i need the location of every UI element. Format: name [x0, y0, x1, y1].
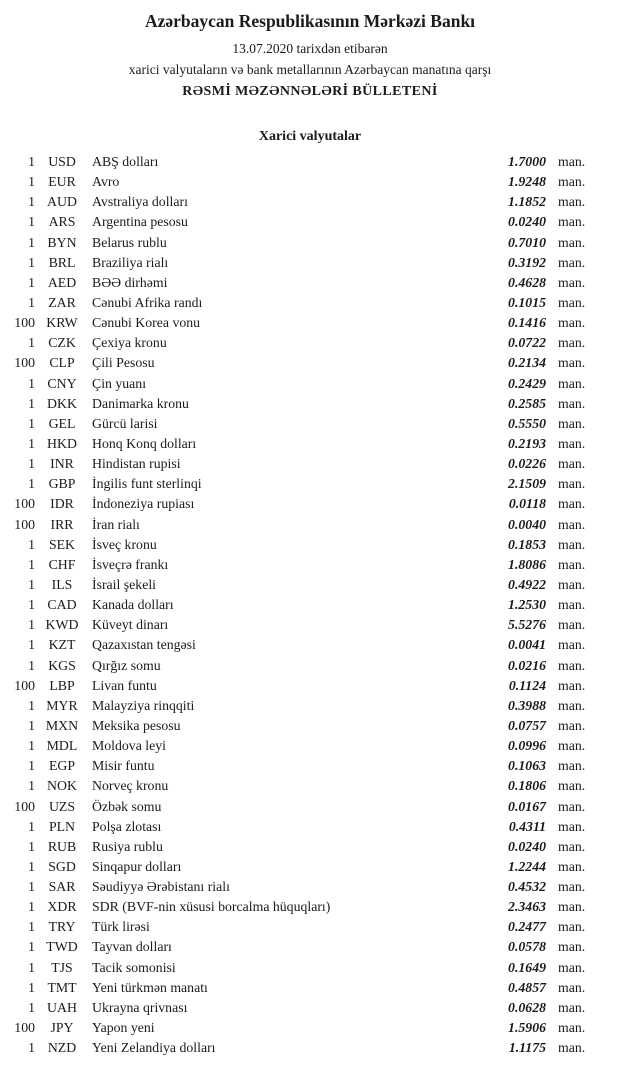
currency-unit: man. — [558, 214, 586, 230]
currency-unit: man. — [558, 697, 586, 713]
currency-unit: man. — [558, 395, 586, 411]
currency-row — [4, 597, 596, 617]
currency-code: SEK — [48, 536, 76, 552]
currency-rate: 0.1124 — [508, 677, 546, 693]
currency-name: İsrail şekeli — [92, 576, 156, 592]
currency-unit: man. — [558, 657, 586, 673]
currency-unit: man. — [558, 294, 586, 310]
currency-rate: 5.5276 — [508, 617, 546, 633]
currency-name: Yeni türkmən manatı — [92, 979, 208, 995]
currency-row — [4, 275, 596, 295]
currency-code: EGP — [48, 758, 76, 774]
currency-name: Avro — [92, 174, 120, 190]
currency-rate: 1.7000 — [508, 154, 546, 169]
currency-unit: man. — [558, 597, 586, 613]
currency-name: Honq Konq dolları — [92, 435, 197, 451]
currency-unit: man. — [558, 496, 586, 512]
currency-code: GBP — [48, 476, 76, 492]
currency-code: XDR — [47, 899, 77, 915]
currency-code: ARS — [48, 214, 76, 230]
currency-rate: 0.7010 — [508, 234, 546, 250]
currency-quantity: 1 — [28, 375, 35, 391]
currency-row — [4, 960, 596, 980]
currency-rate: 0.0578 — [508, 939, 546, 955]
currency-unit: man. — [558, 556, 586, 572]
currency-code: AUD — [47, 194, 77, 210]
currency-quantity: 1 — [28, 335, 35, 351]
currency-unit: man. — [558, 174, 586, 190]
currency-quantity: 1 — [28, 415, 35, 431]
currency-unit: man. — [558, 899, 586, 915]
currency-quantity: 1 — [28, 456, 35, 472]
currency-quantity: 1 — [28, 395, 35, 411]
currency-rate: 0.0216 — [508, 657, 546, 673]
currency-name: Danimarka kronu — [92, 395, 189, 411]
currency-rate: 0.4857 — [508, 979, 546, 995]
currency-code: MYR — [46, 697, 78, 713]
currency-rate: 0.0040 — [508, 516, 546, 532]
currency-code: MXN — [45, 717, 79, 733]
currency-name: Küveyt dinarı — [92, 617, 169, 633]
currency-row — [4, 839, 596, 859]
currency-code: UAH — [47, 999, 77, 1015]
currency-rate: 0.1063 — [508, 758, 546, 774]
currency-code: HKD — [47, 435, 77, 451]
currency-code: CHF — [48, 556, 76, 572]
currency-unit: man. — [558, 919, 586, 935]
currency-unit: man. — [558, 798, 586, 814]
currency-unit: man. — [558, 1020, 586, 1036]
currency-rate: 1.9248 — [508, 174, 546, 190]
currency-code: ZAR — [48, 294, 76, 310]
currency-name: Səudiyyə Ərəbistanı rialı — [92, 879, 230, 895]
currency-name: İsveç kronu — [92, 536, 157, 552]
currency-code: KGS — [48, 657, 76, 673]
currency-name: Moldova leyi — [92, 738, 166, 754]
currency-table — [0, 154, 620, 1060]
currency-unit: man. — [558, 234, 586, 250]
currency-name: BƏƏ dirhəmi — [92, 274, 168, 290]
currency-quantity: 1 — [28, 858, 35, 874]
currency-row — [4, 235, 596, 255]
currency-unit: man. — [558, 999, 586, 1015]
currency-rate: 0.0226 — [508, 456, 546, 472]
currency-row — [4, 617, 596, 637]
currency-quantity: 1 — [28, 154, 35, 169]
currency-row — [4, 637, 596, 657]
currency-code: GEL — [48, 415, 76, 431]
currency-name: Tayvan dolları — [92, 939, 172, 955]
currency-name: Çili Pesosu — [92, 355, 155, 371]
currency-name: Cənubi Afrika randı — [92, 294, 203, 310]
currency-quantity: 1 — [28, 738, 35, 754]
currency-row — [4, 355, 596, 375]
currency-rate: 0.1649 — [508, 959, 546, 975]
currency-row — [4, 496, 596, 516]
currency-unit: man. — [558, 717, 586, 733]
currency-rate: 0.1015 — [508, 294, 546, 310]
currency-rate: 0.2585 — [508, 395, 546, 411]
currency-row — [4, 517, 596, 537]
currency-row — [4, 214, 596, 234]
currency-quantity: 1 — [28, 576, 35, 592]
currency-unit: man. — [558, 778, 586, 794]
currency-unit: man. — [558, 194, 586, 210]
currency-quantity: 1 — [28, 254, 35, 270]
currency-unit: man. — [558, 435, 586, 451]
currency-rate: 2.3463 — [508, 899, 546, 915]
currency-rate: 0.0118 — [508, 496, 546, 512]
currency-name: İran rialı — [92, 516, 140, 532]
currency-quantity: 1 — [28, 838, 35, 854]
currency-rate: 0.4628 — [508, 274, 546, 290]
currency-row — [4, 577, 596, 597]
currency-name: Kanada dolları — [92, 597, 174, 613]
currency-row — [4, 376, 596, 396]
currency-unit: man. — [558, 879, 586, 895]
currency-name: Rusiya rublu — [92, 838, 163, 854]
currency-unit: man. — [558, 939, 586, 955]
currency-rate: 0.0722 — [508, 335, 546, 351]
currency-code: LBP — [49, 677, 75, 693]
currency-code: USD — [48, 154, 76, 169]
currency-name: Ukrayna qrivnası — [92, 999, 188, 1015]
currency-unit: man. — [558, 456, 586, 472]
currency-quantity: 1 — [28, 194, 35, 210]
currency-quantity: 1 — [28, 476, 35, 492]
currency-rate: 0.2429 — [508, 375, 546, 391]
currency-code: CZK — [48, 335, 76, 351]
currency-row — [4, 859, 596, 879]
currency-row — [4, 1020, 596, 1040]
bulletin-header — [0, 10, 620, 102]
currency-quantity: 1 — [28, 435, 35, 451]
currency-code: SGD — [48, 858, 76, 874]
currency-row — [4, 436, 596, 456]
currency-row — [4, 154, 596, 174]
currency-row — [4, 476, 596, 496]
currency-quantity: 100 — [14, 516, 35, 532]
currency-quantity: 1 — [28, 979, 35, 995]
currency-row — [4, 718, 596, 738]
currency-rate: 0.3988 — [508, 697, 546, 713]
currency-quantity: 1 — [28, 597, 35, 613]
currency-quantity: 1 — [28, 294, 35, 310]
currency-code: CLP — [49, 355, 75, 371]
currency-unit: man. — [558, 415, 586, 431]
currency-name: Yapon yeni — [92, 1020, 155, 1036]
currency-row — [4, 778, 596, 798]
currency-code: CNY — [47, 375, 77, 391]
currency-rate: 0.0041 — [508, 637, 546, 653]
currency-quantity: 1 — [28, 778, 35, 794]
currency-row — [4, 396, 596, 416]
currency-unit: man. — [558, 738, 586, 754]
currency-name: Cənubi Korea vonu — [92, 315, 201, 331]
currency-row — [4, 537, 596, 557]
currency-rate: 0.1806 — [508, 778, 546, 794]
currency-code: TJS — [51, 959, 73, 975]
currency-quantity: 1 — [28, 899, 35, 915]
currency-quantity: 1 — [28, 697, 35, 713]
currency-quantity: 1 — [28, 919, 35, 935]
currency-row — [4, 416, 596, 436]
currency-row — [4, 698, 596, 718]
currency-code: EUR — [48, 174, 76, 190]
effective-date-line: 13.07.2020 tarixdən etibarən — [232, 41, 388, 56]
currency-quantity: 1 — [28, 939, 35, 955]
currency-name: Türk lirəsi — [92, 919, 150, 935]
currency-quantity: 1 — [28, 174, 35, 190]
currency-row — [4, 919, 596, 939]
currency-row — [4, 335, 596, 355]
currency-row — [4, 456, 596, 476]
currency-name: Yeni Zelandiya dolları — [92, 1040, 216, 1056]
currency-name: Hindistan rupisi — [92, 456, 181, 472]
currency-quantity: 100 — [14, 496, 35, 512]
currency-name: Polşa zlotası — [92, 818, 162, 834]
currency-unit: man. — [558, 576, 586, 592]
currency-unit: man. — [558, 536, 586, 552]
bulletin-subtitle: xarici valyutaların və bank metallarının Azərbaycan manatına qarşı — [128, 62, 492, 77]
currency-rate: 0.2134 — [508, 355, 546, 371]
currency-quantity: 1 — [28, 556, 35, 572]
currency-row — [4, 899, 596, 919]
currency-rate: 0.0240 — [508, 214, 546, 230]
currency-name: Braziliya rialı — [92, 254, 169, 270]
currency-code: BRL — [48, 254, 76, 270]
currency-name: Norveç kronu — [92, 778, 169, 794]
currency-rate: 0.0996 — [508, 738, 546, 754]
currency-quantity: 1 — [28, 717, 35, 733]
currency-quantity: 1 — [28, 637, 35, 653]
currency-unit: man. — [558, 959, 586, 975]
currency-name: Qırğız somu — [92, 657, 161, 673]
currency-code: KZT — [48, 637, 76, 653]
currency-quantity: 100 — [14, 355, 35, 371]
currency-row — [4, 315, 596, 335]
currency-name: ABŞ dolları — [92, 154, 159, 169]
currency-quantity: 1 — [28, 657, 35, 673]
currency-code: INR — [50, 456, 74, 472]
currency-rate: 0.0757 — [508, 717, 546, 733]
currency-code: JPY — [50, 1020, 74, 1036]
currency-quantity: 1 — [28, 999, 35, 1015]
currency-rate: 0.1416 — [508, 315, 546, 331]
currency-rate: 0.2477 — [508, 919, 546, 935]
currency-rate: 0.3192 — [508, 254, 546, 270]
currency-rate: 1.2244 — [508, 858, 546, 874]
currency-row — [4, 758, 596, 778]
currency-name: Gürcü larisi — [92, 415, 158, 431]
currency-rate: 0.0240 — [508, 838, 546, 854]
currency-code: TWD — [46, 939, 78, 955]
currency-rate: 1.5906 — [508, 1020, 546, 1036]
currency-name: Argentina pesosu — [92, 214, 188, 230]
currency-quantity: 1 — [28, 959, 35, 975]
currency-row — [4, 255, 596, 275]
currency-rate: 0.4532 — [508, 879, 546, 895]
currency-code: DKK — [47, 395, 77, 411]
currency-row — [4, 557, 596, 577]
currency-code: KRW — [46, 315, 78, 331]
page-title: Azərbaycan Respublikasının Mərkəzi Bankı — [144, 11, 476, 31]
currency-unit: man. — [558, 375, 586, 391]
currency-name: Qazaxıstan tengəsi — [92, 637, 196, 653]
currency-name: Özbək somu — [92, 798, 162, 814]
currency-quantity: 1 — [28, 818, 35, 834]
currency-unit: man. — [558, 979, 586, 995]
currency-rate: 0.0628 — [508, 999, 546, 1015]
currency-rate: 0.4922 — [508, 576, 546, 592]
currency-rate: 0.2193 — [508, 435, 546, 451]
currency-rate: 2.1509 — [508, 476, 546, 492]
currency-code: IDR — [50, 496, 74, 512]
currency-quantity: 1 — [28, 617, 35, 633]
currency-code: IRR — [50, 516, 74, 532]
currency-name: Tacik somonisi — [92, 959, 176, 975]
currency-quantity: 1 — [28, 536, 35, 552]
currency-unit: man. — [558, 617, 586, 633]
currency-quantity: 1 — [28, 758, 35, 774]
currency-quantity: 1 — [28, 274, 35, 290]
currency-unit: man. — [558, 838, 586, 854]
currency-unit: man. — [558, 476, 586, 492]
currency-rate: 0.5550 — [508, 415, 546, 431]
currency-row — [4, 819, 596, 839]
currency-unit: man. — [558, 858, 586, 874]
currency-code: KWD — [45, 617, 79, 633]
currency-name: Misir funtu — [92, 758, 155, 774]
currency-quantity: 1 — [28, 214, 35, 230]
currency-unit: man. — [558, 516, 586, 532]
currency-unit: man. — [558, 274, 586, 290]
currency-quantity: 100 — [14, 798, 35, 814]
currency-unit: man. — [558, 637, 586, 653]
currency-row — [4, 1040, 596, 1060]
currency-row — [4, 879, 596, 899]
currency-row — [4, 658, 596, 678]
currency-row — [4, 1000, 596, 1020]
currency-name: Meksika pesosu — [92, 717, 181, 733]
currency-code: BYN — [47, 234, 77, 250]
currency-code: RUB — [47, 838, 77, 854]
currency-quantity: 1 — [28, 1040, 35, 1056]
currency-name: Çexiya kronu — [92, 335, 167, 351]
currency-code: TRY — [48, 919, 76, 935]
currency-code: TMT — [47, 979, 77, 995]
section-title-foreign-currencies: Xarici valyutalar — [258, 129, 362, 144]
currency-name: Livan funtu — [92, 677, 157, 693]
currency-code: ILS — [51, 576, 73, 592]
currency-quantity: 100 — [14, 677, 35, 693]
currency-code: AED — [47, 274, 77, 290]
currency-code: SAR — [48, 879, 76, 895]
currency-unit: man. — [558, 1040, 586, 1056]
currency-quantity: 1 — [28, 879, 35, 895]
currency-unit: man. — [558, 154, 586, 169]
currency-row — [4, 295, 596, 315]
currency-unit: man. — [558, 254, 586, 270]
currency-rate: 0.0167 — [508, 798, 546, 814]
currency-rate: 1.8086 — [508, 556, 546, 572]
currency-row — [4, 799, 596, 819]
currency-row — [4, 174, 596, 194]
currency-code: NZD — [47, 1040, 77, 1056]
currency-code: PLN — [48, 818, 76, 834]
currency-name: Malayziya rinqqiti — [92, 697, 195, 713]
currency-name: İsveçrə frankı — [92, 556, 169, 572]
currency-unit: man. — [558, 818, 586, 834]
currency-unit: man. — [558, 758, 586, 774]
currency-unit: man. — [558, 677, 586, 693]
currency-quantity: 100 — [14, 1020, 35, 1036]
currency-row — [4, 980, 596, 1000]
currency-name: Çin yuanı — [92, 375, 147, 391]
currency-quantity: 1 — [28, 234, 35, 250]
currency-code: MDL — [46, 738, 78, 754]
currency-code: UZS — [48, 798, 76, 814]
currency-row — [4, 738, 596, 758]
bulletin-title: RƏSMİ MƏZƏNNƏLƏRİ BÜLLETENİ — [182, 84, 438, 99]
currency-rate: 1.2530 — [508, 597, 546, 613]
currency-name: İngilis funt sterlinqi — [92, 476, 202, 492]
currency-row — [4, 939, 596, 959]
currency-rate: 1.1852 — [508, 194, 546, 210]
currency-name: Avstraliya dolları — [92, 194, 188, 210]
currency-name: Belarus rublu — [92, 234, 167, 250]
currency-name: SDR (BVF-nin xüsusi borcalma hüquqları) — [92, 899, 331, 915]
currency-name: Sinqapur dolları — [92, 858, 182, 874]
currency-unit: man. — [558, 335, 586, 351]
currency-quantity: 100 — [14, 315, 35, 331]
currency-unit: man. — [558, 315, 586, 331]
currency-code: NOK — [47, 778, 77, 794]
currency-rate: 1.1175 — [508, 1040, 546, 1056]
currency-name: İndoneziya rupiası — [92, 496, 195, 512]
currency-row — [4, 678, 596, 698]
currency-row — [4, 194, 596, 214]
currency-code: CAD — [47, 597, 77, 613]
currency-rate: 0.1853 — [508, 536, 546, 552]
currency-unit: man. — [558, 355, 586, 371]
currency-rate: 0.4311 — [508, 818, 546, 834]
